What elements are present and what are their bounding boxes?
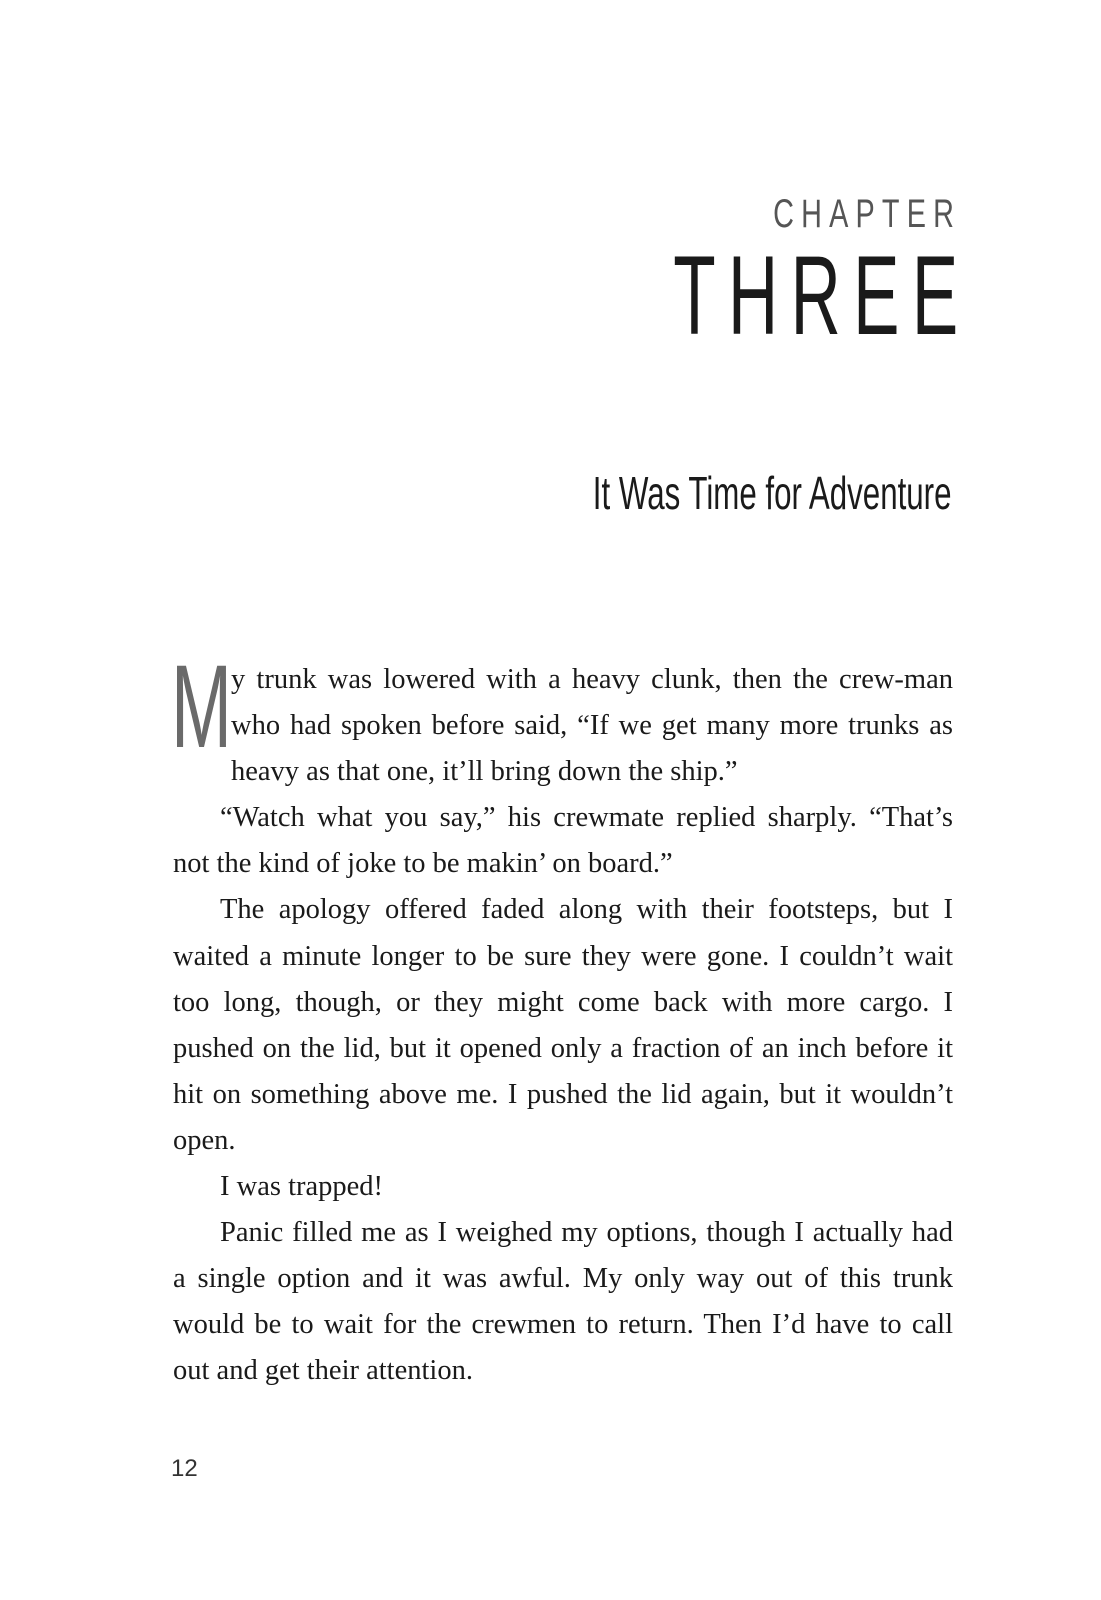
chapter-title: It Was Time for Adventure (592, 467, 951, 519)
chapter-body (171, 641, 953, 1395)
drop-cap: M (171, 641, 232, 773)
paragraph: I was trapped! (220, 1171, 384, 1203)
paragraph: “Watch what you say,” his crewmate replied sharply. “That’s not the kind of joke to be makin’ on board.” (173, 802, 953, 880)
chapter-label: CHAPTER (772, 192, 961, 236)
chapter-number: THREE (673, 233, 971, 358)
paragraph-text: y trunk was lowered with a heavy clunk, then the crew-man who had spoken before said, “If we get many more trunks as heavy as that one, it’ll bring down the ship.” (231, 664, 953, 788)
page-number: 12 (171, 1455, 198, 1482)
paragraph: Panic filled me as I weighed my options, though I actually had a single option and it was awful. My only way out of this trunk would be to wait for the crewmen to return. Then I’d have to call out and get their attention. (173, 1217, 953, 1387)
paragraph: The apology offered faded along with their footsteps, but I waited a minute longer to be sure they were gone. I couldn’t wait too long, though, or they might come back with more cargo. I pushed on the lid, but it opened only a fraction of an inch before it hit on something above me. I pushed the lid again, but it wouldn’t open. (173, 894, 953, 1156)
paragraph (171, 641, 953, 795)
